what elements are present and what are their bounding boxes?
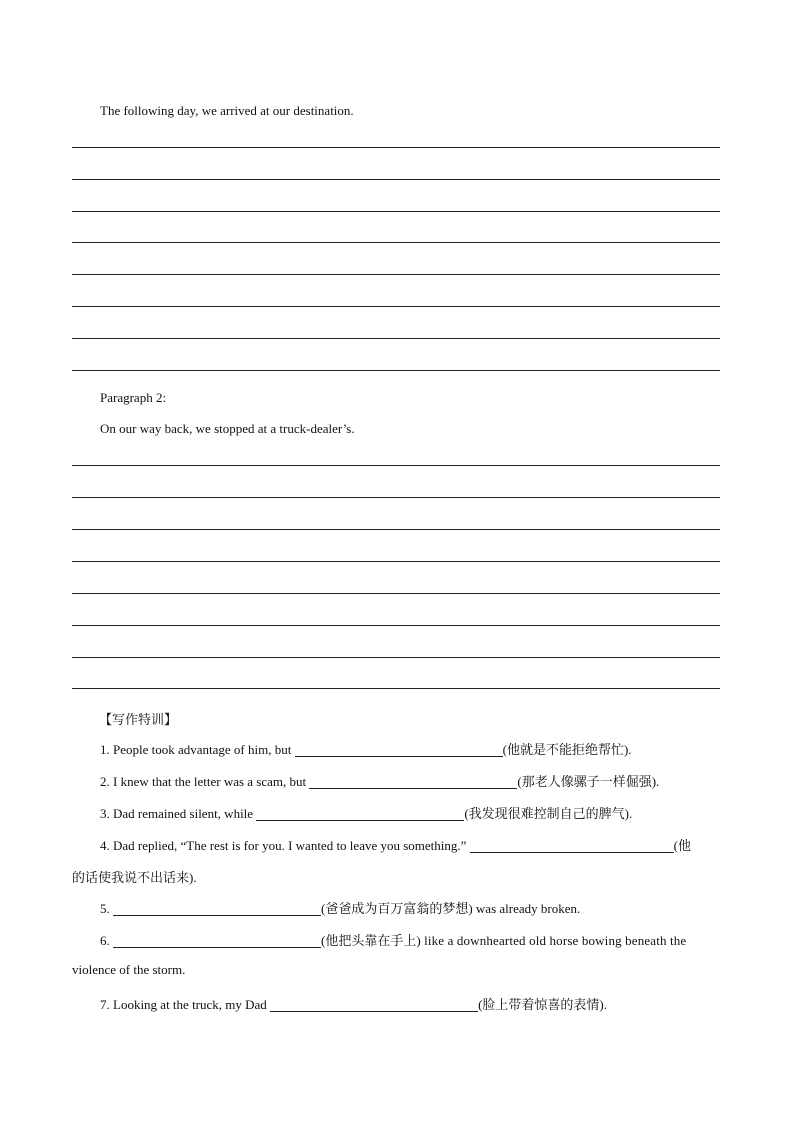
item-hint: (我发现很难控制自己的脾气). [464, 806, 633, 821]
item-text: 4. Dad replied, “The rest is for you. I wanted to leave you something.” [100, 838, 470, 853]
writing-line[interactable] [72, 688, 720, 689]
training-item-6 [100, 930, 722, 949]
training-item-6-continued: violence of the storm. [72, 962, 186, 977]
item-hint: (脸上带着惊喜的表情). [478, 997, 607, 1012]
item-text: 3. Dad remained silent, while [100, 806, 257, 821]
item-hint: (他 [673, 838, 692, 853]
writing-line[interactable] [72, 465, 720, 466]
writing-line[interactable] [72, 211, 720, 212]
item-hint: (他就是不能拒绝帮忙). [502, 742, 632, 757]
item-hint: (那老人像骡子一样倔强). [517, 774, 660, 789]
training-item-3 [100, 803, 632, 822]
writing-line[interactable] [72, 338, 720, 339]
training-item-4-continued: 的话使我说不出话来). [72, 870, 197, 885]
writing-line[interactable] [72, 306, 720, 307]
writing-line[interactable] [72, 147, 720, 148]
item-text-after: was already broken. [472, 901, 581, 916]
answer-blank[interactable] [113, 933, 321, 948]
item-text: 6. [100, 933, 113, 948]
answer-blank[interactable] [113, 901, 321, 916]
item-text-after: like a downhearted old horse bowing beneath the [420, 933, 687, 948]
answer-blank[interactable] [256, 806, 464, 821]
writing-line[interactable] [72, 242, 720, 243]
writing-line[interactable] [72, 625, 720, 626]
training-item-2 [100, 771, 659, 790]
writing-line[interactable] [72, 657, 720, 658]
answer-blank[interactable] [470, 838, 674, 853]
writing-line[interactable] [72, 529, 720, 530]
training-item-4 [100, 835, 691, 854]
training-item-1 [100, 739, 632, 758]
writing-line[interactable] [72, 370, 720, 371]
answer-blank[interactable] [295, 742, 503, 757]
writing-line[interactable] [72, 274, 720, 275]
writing-line[interactable] [72, 561, 720, 562]
paragraph2-opening: On our way back, we stopped at a truck-dealer’s. [100, 421, 355, 436]
paragraph1-opening: The following day, we arrived at our destination. [100, 103, 354, 118]
training-item-7 [100, 994, 607, 1013]
item-text: 7. Looking at the truck, my Dad [100, 997, 271, 1012]
training-heading: 【写作特训】 [99, 712, 178, 727]
writing-line[interactable] [72, 593, 720, 594]
item-hint: (他把头靠在手上) [321, 933, 421, 948]
item-text: 5. [100, 901, 113, 916]
writing-line[interactable] [72, 497, 720, 498]
writing-line[interactable] [72, 179, 720, 180]
training-item-5 [100, 898, 580, 917]
item-text: 1. People took advantage of him, but [100, 742, 295, 757]
item-hint: (爸爸成为百万富翁的梦想) [321, 901, 473, 916]
paragraph2-heading: Paragraph 2: [100, 390, 167, 405]
answer-blank[interactable] [309, 774, 517, 789]
answer-blank[interactable] [270, 997, 478, 1012]
item-text: 2. I knew that the letter was a scam, but [100, 774, 310, 789]
